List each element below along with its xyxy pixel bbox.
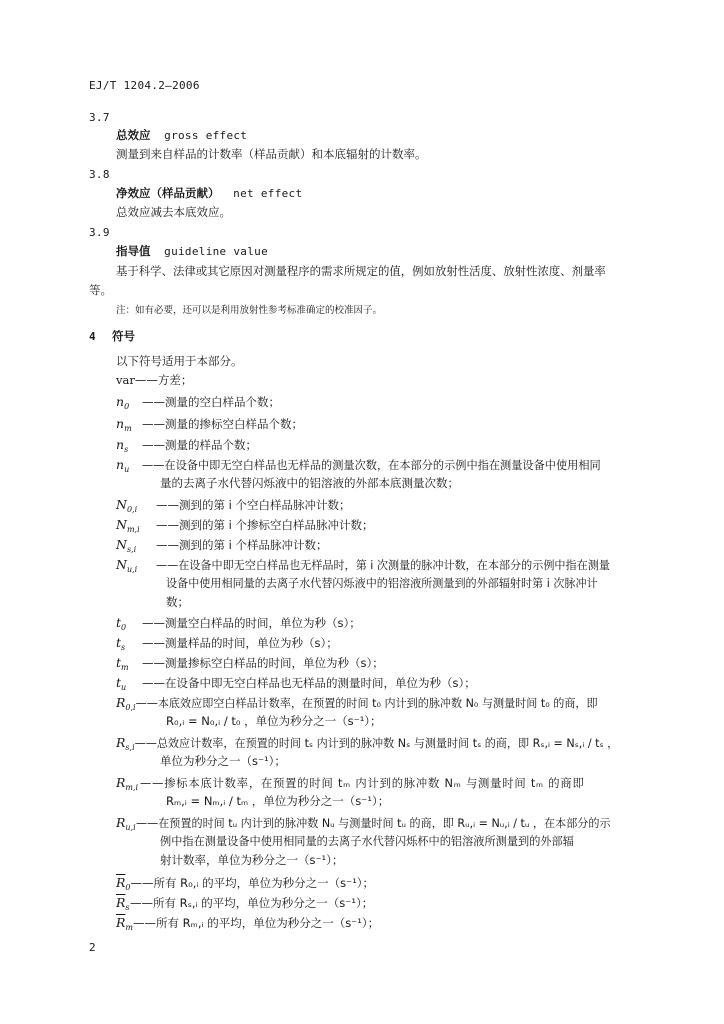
term-cn: 净效应（样品贡献） bbox=[116, 186, 220, 200]
symbol-desc: ——在设备中即无空白样品也无样品时，第 i 次测量的脉冲计数，在本部分的示例中指在测量 bbox=[156, 559, 610, 572]
symbol-desc: ——测量掺标空白样品的时间，单位为秒（s）； bbox=[142, 656, 384, 670]
symbol-Nmi bbox=[116, 519, 374, 534]
symbol-desc: ——本底效应即空白样品计数率，在预置的时间 t₀ 内计到的脉冲数 N₀ 与测量时间 t₀ 的商，即 bbox=[135, 697, 598, 710]
symbol-ts bbox=[116, 637, 338, 652]
symbol-Rmi bbox=[116, 777, 585, 792]
symbol-Rm-mean bbox=[116, 917, 379, 932]
term-3-9 bbox=[116, 246, 268, 258]
symbol-Nui bbox=[116, 559, 610, 574]
symbol-nu-cont: 量的去离子水代替闪烁液中的铝溶液的外部本底测量次数； bbox=[160, 476, 459, 490]
symbol-desc: ——测到的第 i 个空白样品脉冲计数； bbox=[156, 498, 351, 512]
symbol-label: $N_{u,i}$ bbox=[116, 557, 138, 574]
symbol-label: $n_s$ bbox=[116, 437, 129, 454]
symbol-desc: ——所有 R₀,ᵢ 的平均，单位为秒分之一（s⁻¹）； bbox=[130, 876, 375, 890]
symbol-desc: ——测到的第 i 个掺标空白样品脉冲计数； bbox=[156, 518, 374, 532]
symbol-desc: ——总效应计数率，在预置的时间 tₛ 内计到的脉冲数 Nₛ 与测量时间 tₛ 的商，即 Rₛ,ᵢ = Nₛ,ᵢ / tₛ ， bbox=[134, 737, 619, 750]
term-cn: 总效应 bbox=[116, 128, 151, 142]
symbol-label: $t_u$ bbox=[116, 675, 127, 692]
symbol-label: $n_m$ bbox=[116, 416, 132, 433]
symbol-desc: ——测量的掺标空白样品个数； bbox=[142, 417, 303, 431]
symbol-n0 bbox=[116, 396, 280, 411]
symbol-desc: ——测到的第 i 个样品脉冲计数； bbox=[156, 538, 328, 552]
symbol-Nui-cont2: 数； bbox=[166, 595, 189, 609]
symbol-Rui-cont1: 例中指在测量设备中使用相同量的去离子水代替闪烁杯中的铝溶液所测量到的外部辐 bbox=[160, 835, 574, 848]
symbol-var bbox=[116, 375, 192, 387]
symbol-Rsi-cont: 单位为秒分之一（s⁻¹）； bbox=[160, 754, 286, 768]
symbol-label: $R_{u,i}$ bbox=[116, 815, 136, 832]
term-3-7 bbox=[116, 130, 247, 142]
symbol-R0i-formula: R₀,ᵢ = N₀,ᵢ / t₀ ，单位为秒分之一（s⁻¹）； bbox=[166, 714, 382, 728]
symbol-label: $n_u$ bbox=[116, 457, 130, 474]
section-4-heading bbox=[89, 331, 135, 343]
term-cn: 指导值 bbox=[116, 244, 151, 258]
document-code: EJ/T 1204.2—2006 bbox=[89, 79, 200, 92]
symbol-label: $t_s$ bbox=[116, 635, 126, 652]
symbol-tu bbox=[116, 677, 476, 692]
symbol-desc: ——测量的样品个数； bbox=[142, 438, 257, 452]
symbol-tm bbox=[116, 657, 384, 672]
symbol-label: $\overline{R}_0$ bbox=[116, 875, 131, 892]
definition-3-9-line2: 等。 bbox=[89, 283, 112, 297]
symbol-label: $\overline{R}_s$ bbox=[116, 895, 130, 912]
symbol-Rui bbox=[116, 817, 611, 832]
section-number-3-9: 3.9 bbox=[89, 226, 110, 239]
symbol-desc: ——测量空白样品的时间，单位为秒（s）； bbox=[142, 616, 361, 630]
section-number-3-8: 3.8 bbox=[89, 168, 110, 181]
symbol-label: $t_m$ bbox=[116, 655, 129, 672]
page-number: 2 bbox=[89, 941, 96, 954]
symbol-t0 bbox=[116, 617, 361, 632]
symbol-ns bbox=[116, 439, 257, 454]
symbol-label: $R_{m,i}$ bbox=[116, 775, 139, 792]
symbol-label: $\overline{R}_m$ bbox=[116, 915, 134, 932]
term-en: gross effect bbox=[164, 129, 248, 142]
symbol-Rs-mean bbox=[116, 897, 373, 912]
symbol-desc: ——在设备中即无空白样品也无样品的测量时间，单位为秒（s）； bbox=[142, 676, 476, 690]
symbol-Rmi-formula: Rₘ,ᵢ = Nₘ,ᵢ / tₘ ，单位为秒分之一（s⁻¹）； bbox=[166, 794, 390, 808]
symbol-desc: ——测量的空白样品个数； bbox=[142, 395, 280, 409]
section-title: 符号 bbox=[111, 329, 135, 343]
symbol-desc: ——所有 Rₘ,ᵢ 的平均，单位为秒分之一（s⁻¹）； bbox=[133, 916, 380, 930]
symbol-nu bbox=[116, 459, 601, 474]
symbol-N0i bbox=[116, 499, 351, 514]
definition-3-9-line1: 基于科学、法律或其它原因对测量程序的需求所规定的值，例如放射性活度、放射性浓度、剂量率 bbox=[116, 264, 606, 278]
note-3-9: 注：如有必要，还可以是利用放射性参考标准确定的校准因子。 bbox=[116, 305, 383, 316]
symbol-label: $n_0$ bbox=[116, 394, 130, 411]
symbol-desc: ——在预置的时间 tᵤ 内计到的脉冲数 Nᵤ 与测量时间 tᵤ 的商，即 Rᵤ,ᵢ = Nᵤ,ᵢ / tᵤ ，在本部分的示 bbox=[136, 817, 611, 830]
symbol-desc: ——所有 Rₛ,ᵢ 的平均，单位为秒分之一（s⁻¹）； bbox=[130, 896, 374, 910]
symbol-label: $N_{0,i}$ bbox=[116, 497, 138, 514]
section-number-4: 4 bbox=[89, 330, 96, 343]
symbol-desc: ——方差； bbox=[134, 373, 193, 387]
section-number-3-7: 3.7 bbox=[89, 111, 110, 124]
definition-3-7: 测量到来自样品的计数率（样品贡献）和本底辐射的计数率。 bbox=[116, 147, 427, 161]
symbol-label: $t_0$ bbox=[116, 615, 127, 632]
symbol-Rsi bbox=[116, 737, 618, 752]
symbol-label: $N_{m,i}$ bbox=[116, 517, 140, 534]
symbol-desc: ——在设备中即无空白样品也无样品的测量次数，在本部分的示例中指在测量设备中使用相同 bbox=[142, 459, 601, 472]
term-3-8 bbox=[116, 188, 302, 200]
symbol-Nui-cont1: 设备中使用相同量的去离子水代替闪烁液中的铝溶液所测量到的外部辐射时第 i 次脉冲计 bbox=[166, 577, 598, 590]
symbol-label: $N_{s,i}$ bbox=[116, 537, 137, 554]
section-4-intro: 以下符号适用于本部分。 bbox=[116, 354, 243, 368]
symbol-Rui-cont2: 射计数率，单位为秒分之一（s⁻¹）； bbox=[160, 853, 344, 867]
symbol-nm bbox=[116, 418, 303, 433]
symbol-label: var bbox=[116, 373, 135, 387]
term-en: net effect bbox=[233, 187, 303, 200]
symbol-R0-mean bbox=[116, 877, 374, 892]
term-en: guideline value bbox=[164, 245, 268, 258]
symbol-label: $R_{0,i}$ bbox=[116, 695, 136, 712]
symbol-Nsi bbox=[116, 539, 328, 554]
symbol-R0i bbox=[116, 697, 598, 712]
definition-3-8: 总效应减去本底效应。 bbox=[116, 205, 231, 219]
symbol-desc: ——掺标本底计数率，在预置的时间 tₘ 内计到的脉冲数 Nₘ 与测量时间 tₘ 的商即 bbox=[140, 777, 585, 790]
symbol-label: $R_{s,i}$ bbox=[116, 735, 135, 752]
symbol-desc: ——测量样品的时间，单位为秒（s）； bbox=[142, 636, 338, 650]
